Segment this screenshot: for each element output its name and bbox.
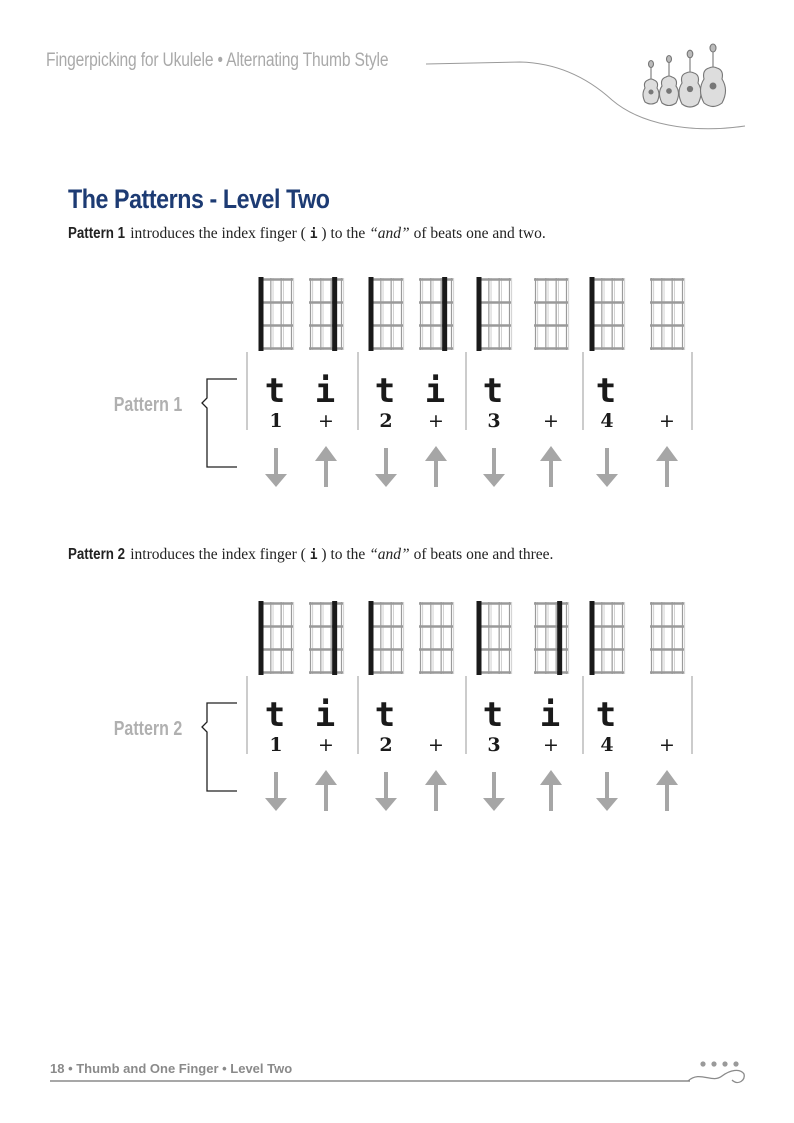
- string-diagram: [369, 601, 404, 675]
- intro-text: ) to the: [317, 546, 370, 563]
- pattern-label: Pattern 1: [68, 225, 126, 242]
- finger-letter: t: [374, 371, 396, 411]
- plucked-string: [332, 277, 337, 351]
- string-diagram: [259, 601, 294, 675]
- header-decoration: [0, 0, 794, 140]
- finger-letter: t: [482, 371, 504, 411]
- string-diagram: [650, 278, 685, 350]
- up-arrow-icon: [656, 446, 678, 487]
- intro-text: introduces the index finger (: [126, 225, 310, 242]
- footer-swoosh: [688, 1070, 744, 1082]
- count-label: +: [318, 410, 334, 432]
- pattern-2-intro: [68, 546, 553, 564]
- ukulele-icon: [679, 50, 701, 107]
- ukulele-icons: [643, 44, 726, 107]
- finger-letter: i: [539, 695, 561, 735]
- string-diagram: [650, 602, 685, 674]
- string-diagram: [309, 277, 344, 351]
- plucked-string: [369, 601, 374, 675]
- up-arrow-icon: [425, 446, 447, 487]
- count-label: +: [428, 734, 444, 756]
- string-diagram: [477, 277, 512, 351]
- plucked-string: [259, 601, 264, 675]
- up-arrow-icon: [425, 770, 447, 811]
- plucked-string: [590, 601, 595, 675]
- finger-letter: t: [482, 695, 504, 735]
- finger-letter: t: [595, 371, 617, 411]
- footer-text: 18 • Thumb and One Finger • Level Two: [50, 1061, 293, 1076]
- count-label: +: [543, 734, 559, 756]
- pattern-1-diagram: [0, 270, 794, 495]
- string-diagram: [309, 601, 344, 675]
- ukulele-icon: [643, 61, 659, 105]
- count-label: +: [659, 410, 675, 432]
- up-arrow-icon: [540, 770, 562, 811]
- count-label: +: [318, 734, 334, 756]
- finger-letter: t: [264, 695, 286, 735]
- string-diagram: [477, 601, 512, 675]
- down-arrow-icon: [265, 772, 287, 811]
- footer-decoration: [0, 1040, 794, 1090]
- string-diagram: [590, 601, 625, 675]
- count-label: +: [543, 410, 559, 432]
- section-title: The Patterns - Level Two: [68, 184, 330, 214]
- plucked-string: [590, 277, 595, 351]
- count-label: +: [428, 410, 444, 432]
- finger-letter: i: [314, 371, 336, 411]
- pattern-name: Pattern 1: [113, 393, 183, 416]
- down-arrow-icon: [483, 448, 505, 487]
- string-diagram: [590, 277, 625, 351]
- finger-code: i: [309, 548, 318, 563]
- intro-text: of beats one and three.: [409, 546, 554, 563]
- count-label: 3: [487, 734, 501, 756]
- up-arrow-icon: [656, 770, 678, 811]
- down-arrow-icon: [375, 448, 397, 487]
- down-arrow-icon: [265, 448, 287, 487]
- string-diagram: [419, 602, 454, 674]
- up-arrow-icon: [315, 770, 337, 811]
- pattern-name: Pattern 2: [113, 717, 183, 740]
- pattern-2-diagram: [0, 594, 794, 819]
- pattern-bracket: [202, 379, 237, 467]
- string-diagram: [259, 277, 294, 351]
- ukulele-icon: [701, 44, 726, 107]
- pattern-bracket: [202, 703, 237, 791]
- intro-text: introduces the index finger (: [126, 546, 310, 563]
- finger-letter: i: [424, 371, 446, 411]
- plucked-string: [557, 601, 562, 675]
- ukulele-icon: [660, 56, 679, 106]
- string-diagram: [369, 277, 404, 351]
- pattern-1-intro: [68, 225, 546, 243]
- count-label: 3: [487, 410, 501, 432]
- down-arrow-icon: [483, 772, 505, 811]
- plucked-string: [442, 277, 447, 351]
- plucked-string: [369, 277, 374, 351]
- count-label: 4: [600, 410, 614, 432]
- string-diagram: [419, 277, 454, 351]
- count-label: 2: [379, 410, 393, 432]
- plucked-string: [259, 277, 264, 351]
- finger-letter: t: [264, 371, 286, 411]
- up-arrow-icon: [315, 446, 337, 487]
- plucked-string: [477, 277, 482, 351]
- pattern-label: Pattern 2: [68, 546, 126, 563]
- and-word: “and”: [369, 546, 410, 563]
- count-label: +: [659, 734, 675, 756]
- footer-dots: [700, 1061, 738, 1066]
- finger-letter: t: [374, 695, 396, 735]
- and-word: “and”: [369, 225, 410, 242]
- down-arrow-icon: [375, 772, 397, 811]
- count-label: 2: [379, 734, 393, 756]
- up-arrow-icon: [540, 446, 562, 487]
- plucked-string: [477, 601, 482, 675]
- count-label: 1: [269, 734, 283, 756]
- string-diagram: [534, 601, 569, 675]
- finger-letter: t: [595, 695, 617, 735]
- string-diagram: [534, 278, 569, 350]
- intro-text: of beats one and two.: [409, 225, 546, 242]
- down-arrow-icon: [596, 772, 618, 811]
- count-label: 1: [269, 410, 283, 432]
- finger-letter: i: [314, 695, 336, 735]
- count-label: 4: [600, 734, 614, 756]
- finger-code: i: [309, 227, 318, 242]
- plucked-string: [332, 601, 337, 675]
- header-title: Fingerpicking for Ukulele • Alternating Thumb Style: [46, 50, 389, 71]
- down-arrow-icon: [596, 448, 618, 487]
- intro-text: ) to the: [317, 225, 370, 242]
